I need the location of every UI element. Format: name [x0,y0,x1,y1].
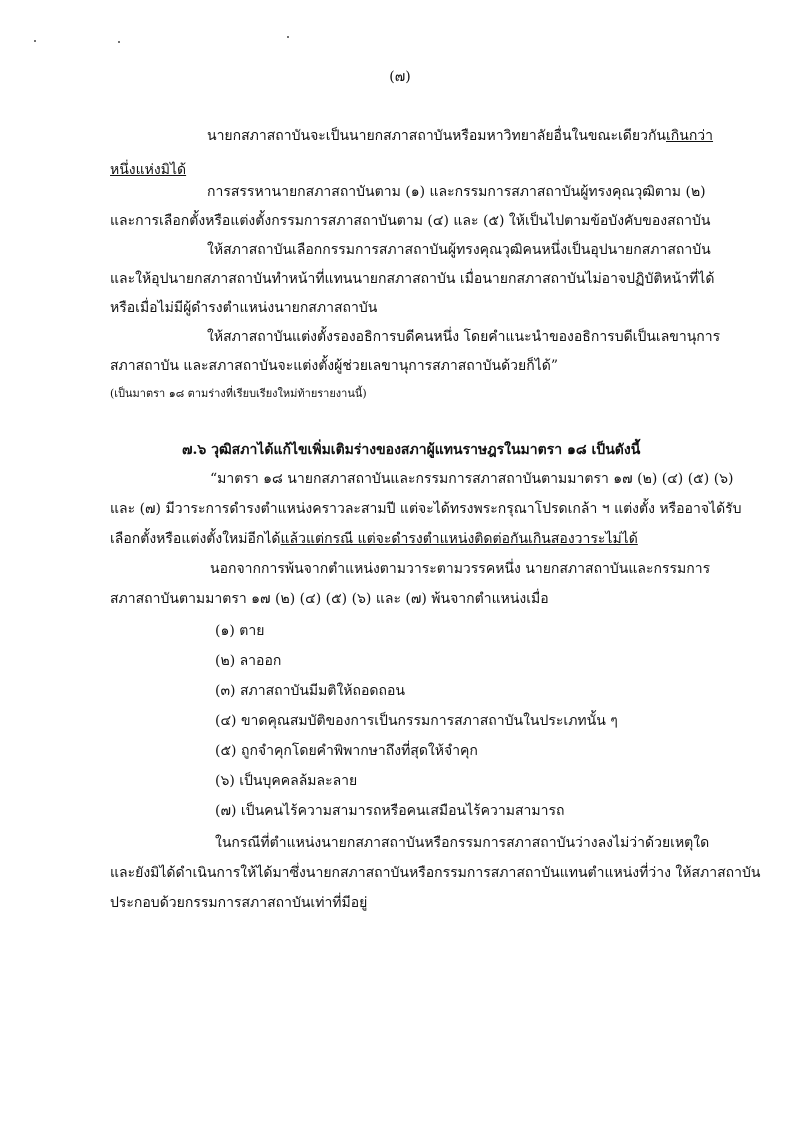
para5-line3-underlined: แล้วแต่กรณี แต่จะดำรงตำแหน่งติดต่อกันเกินสองวาระไม่ได้ [280,531,638,547]
scan-speck [287,36,289,38]
para1-line2: หนึ่งแห่งมิได้ [110,162,187,178]
para5-line1: “มาตรา ๑๘ นายกสภาสถาบันและกรรมการสภาสถาบันตามมาตรา ๑๗ (๒) (๔) (๕) (๖) [210,471,734,487]
note-ratification: (เป็นมาตรา ๑๘ ตามร่างที่เรียบเรียงใหม่ท้ายรายงานนี้) [110,387,367,400]
list-item: (๔) ขาดคุณสมบัติของการเป็นกรรมการสภาสถาบันในประเภทนั้น ๆ [215,713,618,729]
list-item: (๒) ลาออก [215,653,282,669]
list-item: (๕) ถูกจำคุกโดยคำพิพากษาถึงที่สุดให้จำคุก [215,743,478,759]
para5-line3-text: เลือกตั้งหรือแต่งตั้งใหม่อีกได้ [110,531,281,547]
scan-speck [34,40,36,42]
para2-line2: และการเลือกตั้งหรือแต่งตั้งกรรมการสภาสถาบันตาม (๔) และ (๕) ให้เป็นไปตามข้อบังคับของสถาบัน [110,213,711,229]
para5-line3 [110,530,638,548]
para7-line1: ในกรณีที่ตำแหน่งนายกสภาสถาบันหรือกรรมการสภาสถาบันว่างลงไม่ว่าด้วยเหตุใด [215,835,710,851]
para3-line1: ให้สภาสถาบันเลือกกรรมการสภาสถาบันผู้ทรงคุณวุฒิคนหนึ่งเป็นอุปนายกสภาสถาบัน [207,242,711,258]
list-item: (๖) เป็นบุคคลล้มละลาย [215,773,358,789]
scan-speck [118,41,120,43]
para7-line2: และยังมิได้ดำเนินการให้ได้มาซึ่งนายกสภาสถาบันหรือกรรมการสภาสถาบันแทนตำแหน่งที่ว่าง ให้สภาสถาบัน [110,865,761,881]
para1-line1: นายกสภาสถาบันจะเป็นนายกสภาสถาบันหรือมหาวิทยาลัยอื่นในขณะเดียวกันเกินกว่า [207,128,714,144]
para5-line2: และ (๗) มีวาระการดำรงตำแหน่งคราวละสามปี แต่จะได้ทรงพระกรุณาโปรดเกล้า ฯ แต่งตั้ง หรืออาจได้รับ [110,501,742,517]
para6-line1: นอกจากการพ้นจากตำแหน่งตามวาระตามวรรคหนึ่ง นายกสภาสถาบันและกรรมการ [210,561,711,577]
list-item: (๑) ตาย [215,623,265,639]
section-heading: ๗.๖ วุฒิสภาได้แก้ไขเพิ่มเติมร่างของสภาผู้แทนราษฎรในมาตรา ๑๘ เป็นดังนี้ [182,442,641,458]
list-item: (๗) เป็นคนไร้ความสามารถหรือคนเสมือนไร้ความสามารถ [215,803,565,819]
para3-line3: หรือเมื่อไม่มีผู้ดำรงตำแหน่งนายกสภาสถาบัน [110,300,378,316]
para6-line2: สภาสถาบันตามมาตรา ๑๗ (๒) (๔) (๕) (๖) และ (๗) พ้นจากตำแหน่งเมื่อ [110,591,549,607]
para4-line2: สภาสถาบัน และสภาสถาบันจะแต่งตั้งผู้ช่วยเลขานุการสภาสถาบันด้วยก็ได้” [110,358,559,374]
list-item: (๓) สภาสถาบันมีมติให้ถอดถอน [215,683,405,699]
para4-line1: ให้สภาสถาบันแต่งตั้งรองอธิการบดีคนหนึ่ง โดยคำแนะนำของอธิการบดีเป็นเลขานุการ [207,329,721,345]
para3-line2: และให้อุปนายกสภาสถาบันทำหน้าที่แทนนายกสภาสถาบัน เมื่อนายกสภาสถาบันไม่อาจปฏิบัติหน้าที่ได้ [110,271,715,287]
para1-line1-underlined: เกินกว่า [666,128,714,144]
para2-line1: การสรรหานายกสภาสถาบันตาม (๑) และกรรมการสภาสถาบันผู้ทรงคุณวุฒิตาม (๒) [207,184,706,200]
page-number: (๗) [389,69,411,85]
para7-line3: ประกอบด้วยกรรมการสภาสถาบันเท่าที่มีอยู่ [110,895,368,911]
